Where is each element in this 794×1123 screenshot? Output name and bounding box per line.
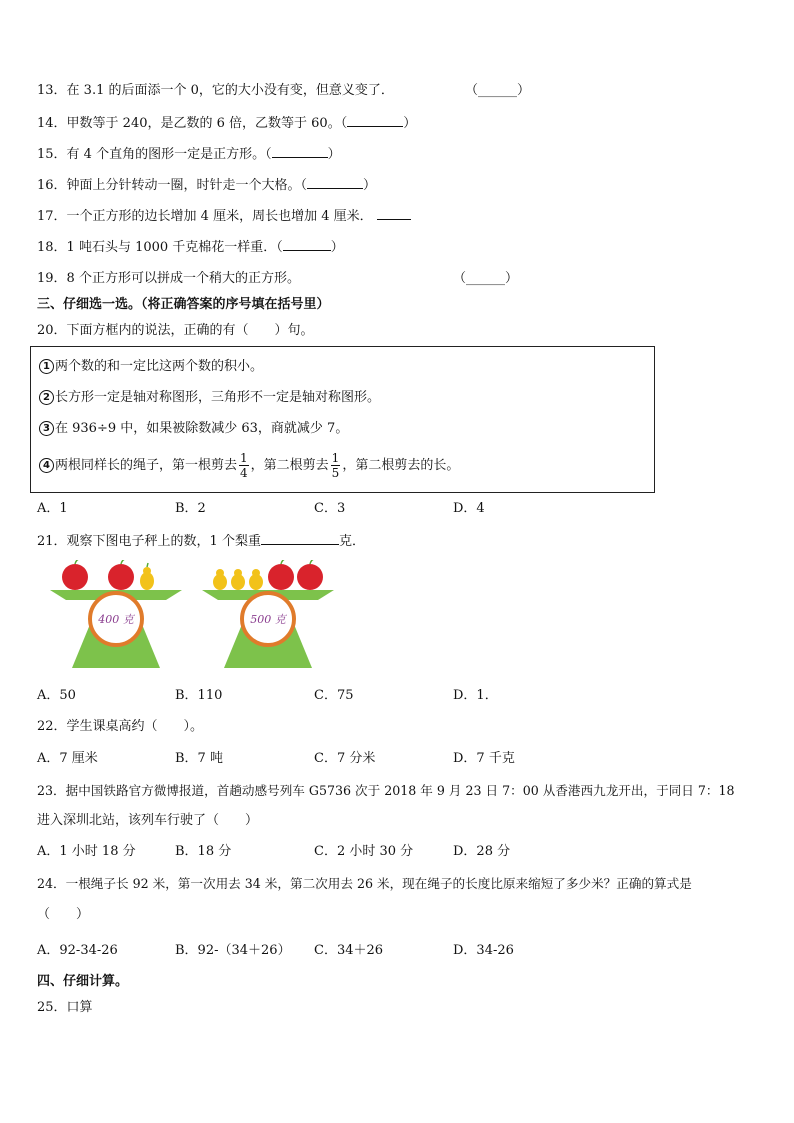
statements-box bbox=[30, 346, 655, 493]
option-c[interactable]: C．75 bbox=[314, 688, 354, 703]
option-a[interactable]: A．92-34-26 bbox=[37, 943, 118, 958]
answer-paren-13[interactable]: （______） bbox=[465, 83, 531, 98]
option-d[interactable]: D．4 bbox=[453, 501, 485, 516]
option-b[interactable]: B．2 bbox=[175, 501, 206, 516]
question-14-text: 14．甲数等于 240，是乙数的 6 倍，乙数等于 60。（ bbox=[37, 116, 348, 131]
circled-number-3: 3 bbox=[39, 421, 54, 436]
option-b[interactable]: B．110 bbox=[175, 688, 223, 703]
question-23-line-1: 23．据中国铁路官方微博报道，首趟动感号列车 G5736 次于 2018 年 9 月 23 日 7：00 从香港西九龙开出，于同日 7：18 bbox=[37, 783, 735, 798]
question-15: 15．有 4 个直角的图形一定是正方形。（ ） bbox=[37, 144, 341, 165]
option-a[interactable]: A．1 bbox=[37, 501, 68, 516]
question-16-text: 16．钟面上分针转动一圈，时针走一个大格。（ bbox=[37, 178, 308, 193]
option-b[interactable]: B．18 分 bbox=[175, 844, 232, 859]
fraction-one-fifth: $\frac{1}{5}$ bbox=[331, 451, 340, 480]
question-17-text: 17．一个正方形的边长增加 4 厘米，周长也增加 4 厘米． bbox=[37, 209, 373, 224]
apple-icon bbox=[108, 564, 134, 590]
option-d[interactable]: D．1． bbox=[453, 688, 498, 703]
answer-blank-21[interactable] bbox=[261, 531, 339, 545]
answer-blank-16[interactable] bbox=[307, 175, 363, 189]
option-d[interactable]: D．28 分 bbox=[453, 844, 511, 859]
section-3-heading: 三、仔细选一选。（将正确答案的序号填在括号里） bbox=[37, 297, 330, 312]
statement-1: 1 两个数的和一定比这两个数的积小。 bbox=[39, 357, 263, 377]
question-20: 20．下面方框内的说法，正确的有（ ）句。 bbox=[37, 323, 314, 338]
option-b[interactable]: B．7 吨 bbox=[175, 751, 223, 766]
circled-number-1: 1 bbox=[39, 359, 54, 374]
question-23-line-2: 进入深圳北站，该列车行驶了（ ） bbox=[37, 813, 259, 828]
fraction-one-quarter: $\frac{1}{4}$ bbox=[240, 451, 248, 480]
option-c[interactable]: C．3 bbox=[314, 501, 346, 516]
statement-3: 3 在 936÷9 中，如果被除数减少 63，商就减少 7。 bbox=[39, 419, 348, 439]
question-21: 21．观察下图电子秤上的数，1 个梨重 克． bbox=[37, 531, 365, 552]
question-18: 18．1 吨石头与 1000 千克棉花一样重．（ ） bbox=[37, 237, 344, 258]
question-18-text: 18．1 吨石头与 1000 千克棉花一样重．（ bbox=[37, 240, 283, 255]
question-19 bbox=[37, 269, 300, 289]
scale-figure-1 bbox=[48, 560, 184, 672]
option-c[interactable]: C．2 小时 30 分 bbox=[314, 844, 414, 859]
question-14: 14．甲数等于 240，是乙数的 6 倍，乙数等于 60。（ ） bbox=[37, 113, 416, 134]
option-d[interactable]: D．34-26 bbox=[453, 943, 514, 958]
statement-2: 2 长方形一定是轴对称图形，三角形不一定是轴对称图形。 bbox=[39, 388, 380, 408]
question-17 bbox=[37, 206, 411, 227]
question-15-text: 15．有 4 个直角的图形一定是正方形。（ bbox=[37, 147, 272, 162]
section-4-heading: 四、仔细计算。 bbox=[37, 974, 129, 989]
answer-blank-15[interactable] bbox=[272, 144, 328, 158]
option-b[interactable]: B．92-（34＋26） bbox=[175, 943, 291, 958]
apple-icon bbox=[62, 564, 88, 590]
question-24-line-1: 24．一根绳子长 92 米，第一次用去 34 米，第二次用去 26 米，现在绳子的长度比原来缩短了多少米？正确的算式是 bbox=[37, 876, 692, 891]
option-c[interactable]: C．34＋26 bbox=[314, 943, 384, 958]
question-16: 16．钟面上分针转动一圈，时针走一个大格。（ ） bbox=[37, 175, 376, 196]
option-a[interactable]: A．7 厘米 bbox=[37, 751, 98, 766]
circled-number-2: 2 bbox=[39, 390, 54, 405]
option-a[interactable]: A．1 小时 18 分 bbox=[37, 844, 136, 859]
option-a[interactable]: A．50 bbox=[37, 688, 76, 703]
question-19-text: 19．8 个正方形可以拼成一个稍大的正方形。 bbox=[37, 271, 300, 286]
answer-blank-14[interactable] bbox=[347, 113, 403, 127]
question-25: 25．口算 bbox=[37, 1000, 93, 1015]
question-22: 22．学生课桌高约（ ）。 bbox=[37, 719, 204, 734]
question-24-line-2: （ ） bbox=[37, 907, 90, 922]
circled-number-4: 4 bbox=[39, 458, 54, 473]
apple-icon bbox=[297, 564, 323, 590]
question-13-text: 13．在 3.1 的后面添一个 0，它的大小没有变，但意义变了． bbox=[37, 83, 394, 98]
answer-blank-18[interactable] bbox=[283, 237, 331, 251]
option-c[interactable]: C．7 分米 bbox=[314, 751, 376, 766]
option-d[interactable]: D．7 千克 bbox=[453, 751, 515, 766]
apple-icon bbox=[268, 564, 294, 590]
answer-paren-19[interactable]: （______） bbox=[453, 271, 519, 286]
scale-reading-1: 400 克 bbox=[98, 613, 134, 626]
statement-4: 4 两根同样长的绳子，第一根剪去 $\frac{1}{4}$ ，第二根剪去 $\frac{1}{5}$ ，第二根剪去的长。 bbox=[39, 449, 459, 483]
scale-reading-2: 500 克 bbox=[250, 613, 286, 626]
answer-blank-17[interactable] bbox=[377, 206, 411, 220]
scale-figure-2 bbox=[200, 560, 336, 672]
question-13 bbox=[37, 81, 394, 101]
